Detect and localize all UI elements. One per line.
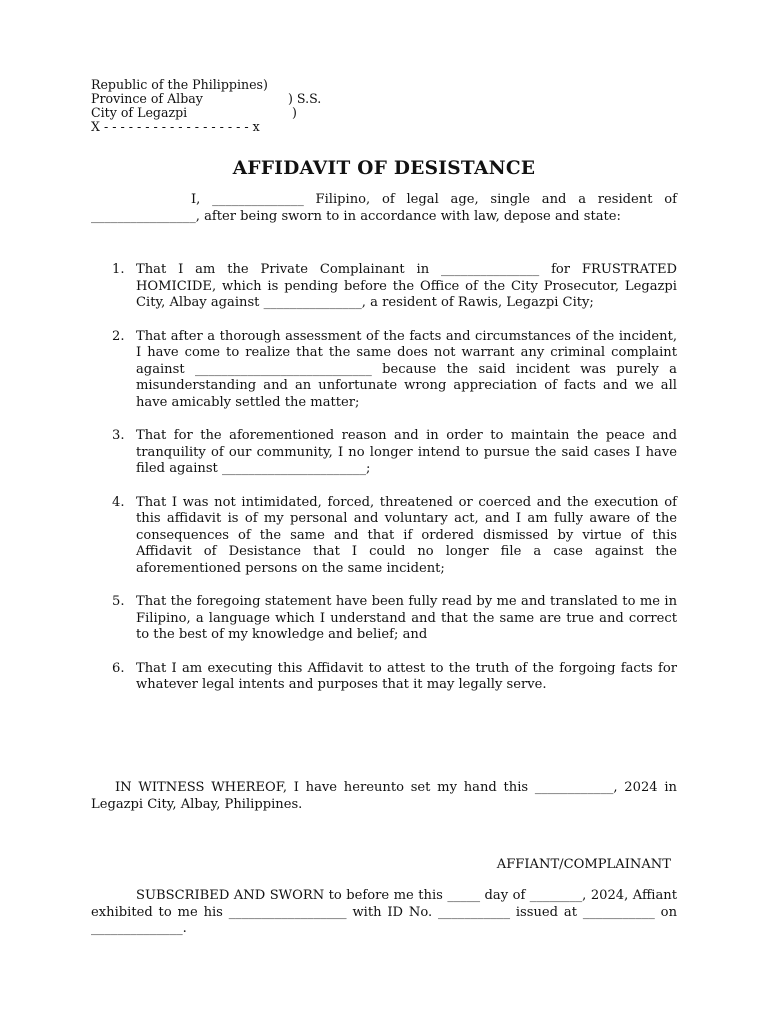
caption-republic: Republic of the Philippines)	[91, 77, 268, 92]
venue-caption	[91, 78, 677, 134]
caption-separator: X - - - - - - - - - - - - - - - - - - x	[91, 119, 260, 134]
numbered-paragraphs	[91, 262, 677, 694]
affiant-signature-label: AFFIANT/COMPLAINANT	[496, 857, 671, 872]
paragraph-5: 5. That the foregoing statement have been fully read by me and translated to me in Filipino, a language which I understand and that the same are true and correct to the best of my knowledge and belief; and	[112, 594, 677, 642]
intro-text: I, ______________ Filipino, of legal age, single and a resident of ________________, after being sworn to in accordance with law, depose and state:	[91, 192, 677, 224]
caption-city-paren: )	[292, 105, 297, 120]
document-title: AFFIDAVIT OF DESISTANCE	[232, 158, 536, 179]
paragraph-2: 2. That after a thorough assessment of the facts and circumstances of the incident, I have come to realize that the same does not warrant any criminal complaint against ___________________________ because the said incident was purely a misunderstanding and an unfortunate wrong appreciation of facts and we all have amicably settled the matter;	[112, 328, 677, 410]
paragraph-3: 3. That for the aforementioned reason and in order to maintain the peace and tranquility of our community, I no longer intend to pursue the said cases I have filed against ______________________;	[112, 428, 677, 476]
paragraph-4: 4. That I was not intimidated, forced, threatened or coerced and the execution of this affidavit is of my personal and voluntary act, and I am fully aware of the consequences of the same and that if ordered dismissed by virtue of this Affidavit of Desistance that I could no longer file a case against the aforementioned persons on the same incident;	[112, 494, 677, 576]
witness-clause: IN WITNESS WHEREOF, I have hereunto set my hand this ____________, 2024 in Legazpi City, Albay, Philippines.	[91, 780, 677, 812]
caption-province: Province of Albay	[91, 91, 203, 106]
caption-city: City of Legazpi	[91, 105, 188, 120]
affidavit-page	[91, 77, 677, 936]
paragraph-6: 6. That I am executing this Affidavit to attest to the truth of the forgoing facts for whatever legal intents and purposes that it may legally serve.	[112, 660, 677, 692]
paragraph-1: 1. That I am the Private Complainant in _______________ for FRUSTRATED HOMICIDE, which is pending before the Office of the City Prosecutor, Legazpi City, Albay against _______________, a resident of Rawis, Legazpi City;	[112, 262, 677, 310]
intro-paragraph	[91, 192, 677, 225]
jurat-clause: SUBSCRIBED AND SWORN to before me this _____ day of ________, 2024, Affiant exhibited to me his __________________ with ID No. ___________ issued at ___________ on ______________.	[91, 888, 677, 936]
caption-ss: ) S.S.	[288, 91, 322, 106]
